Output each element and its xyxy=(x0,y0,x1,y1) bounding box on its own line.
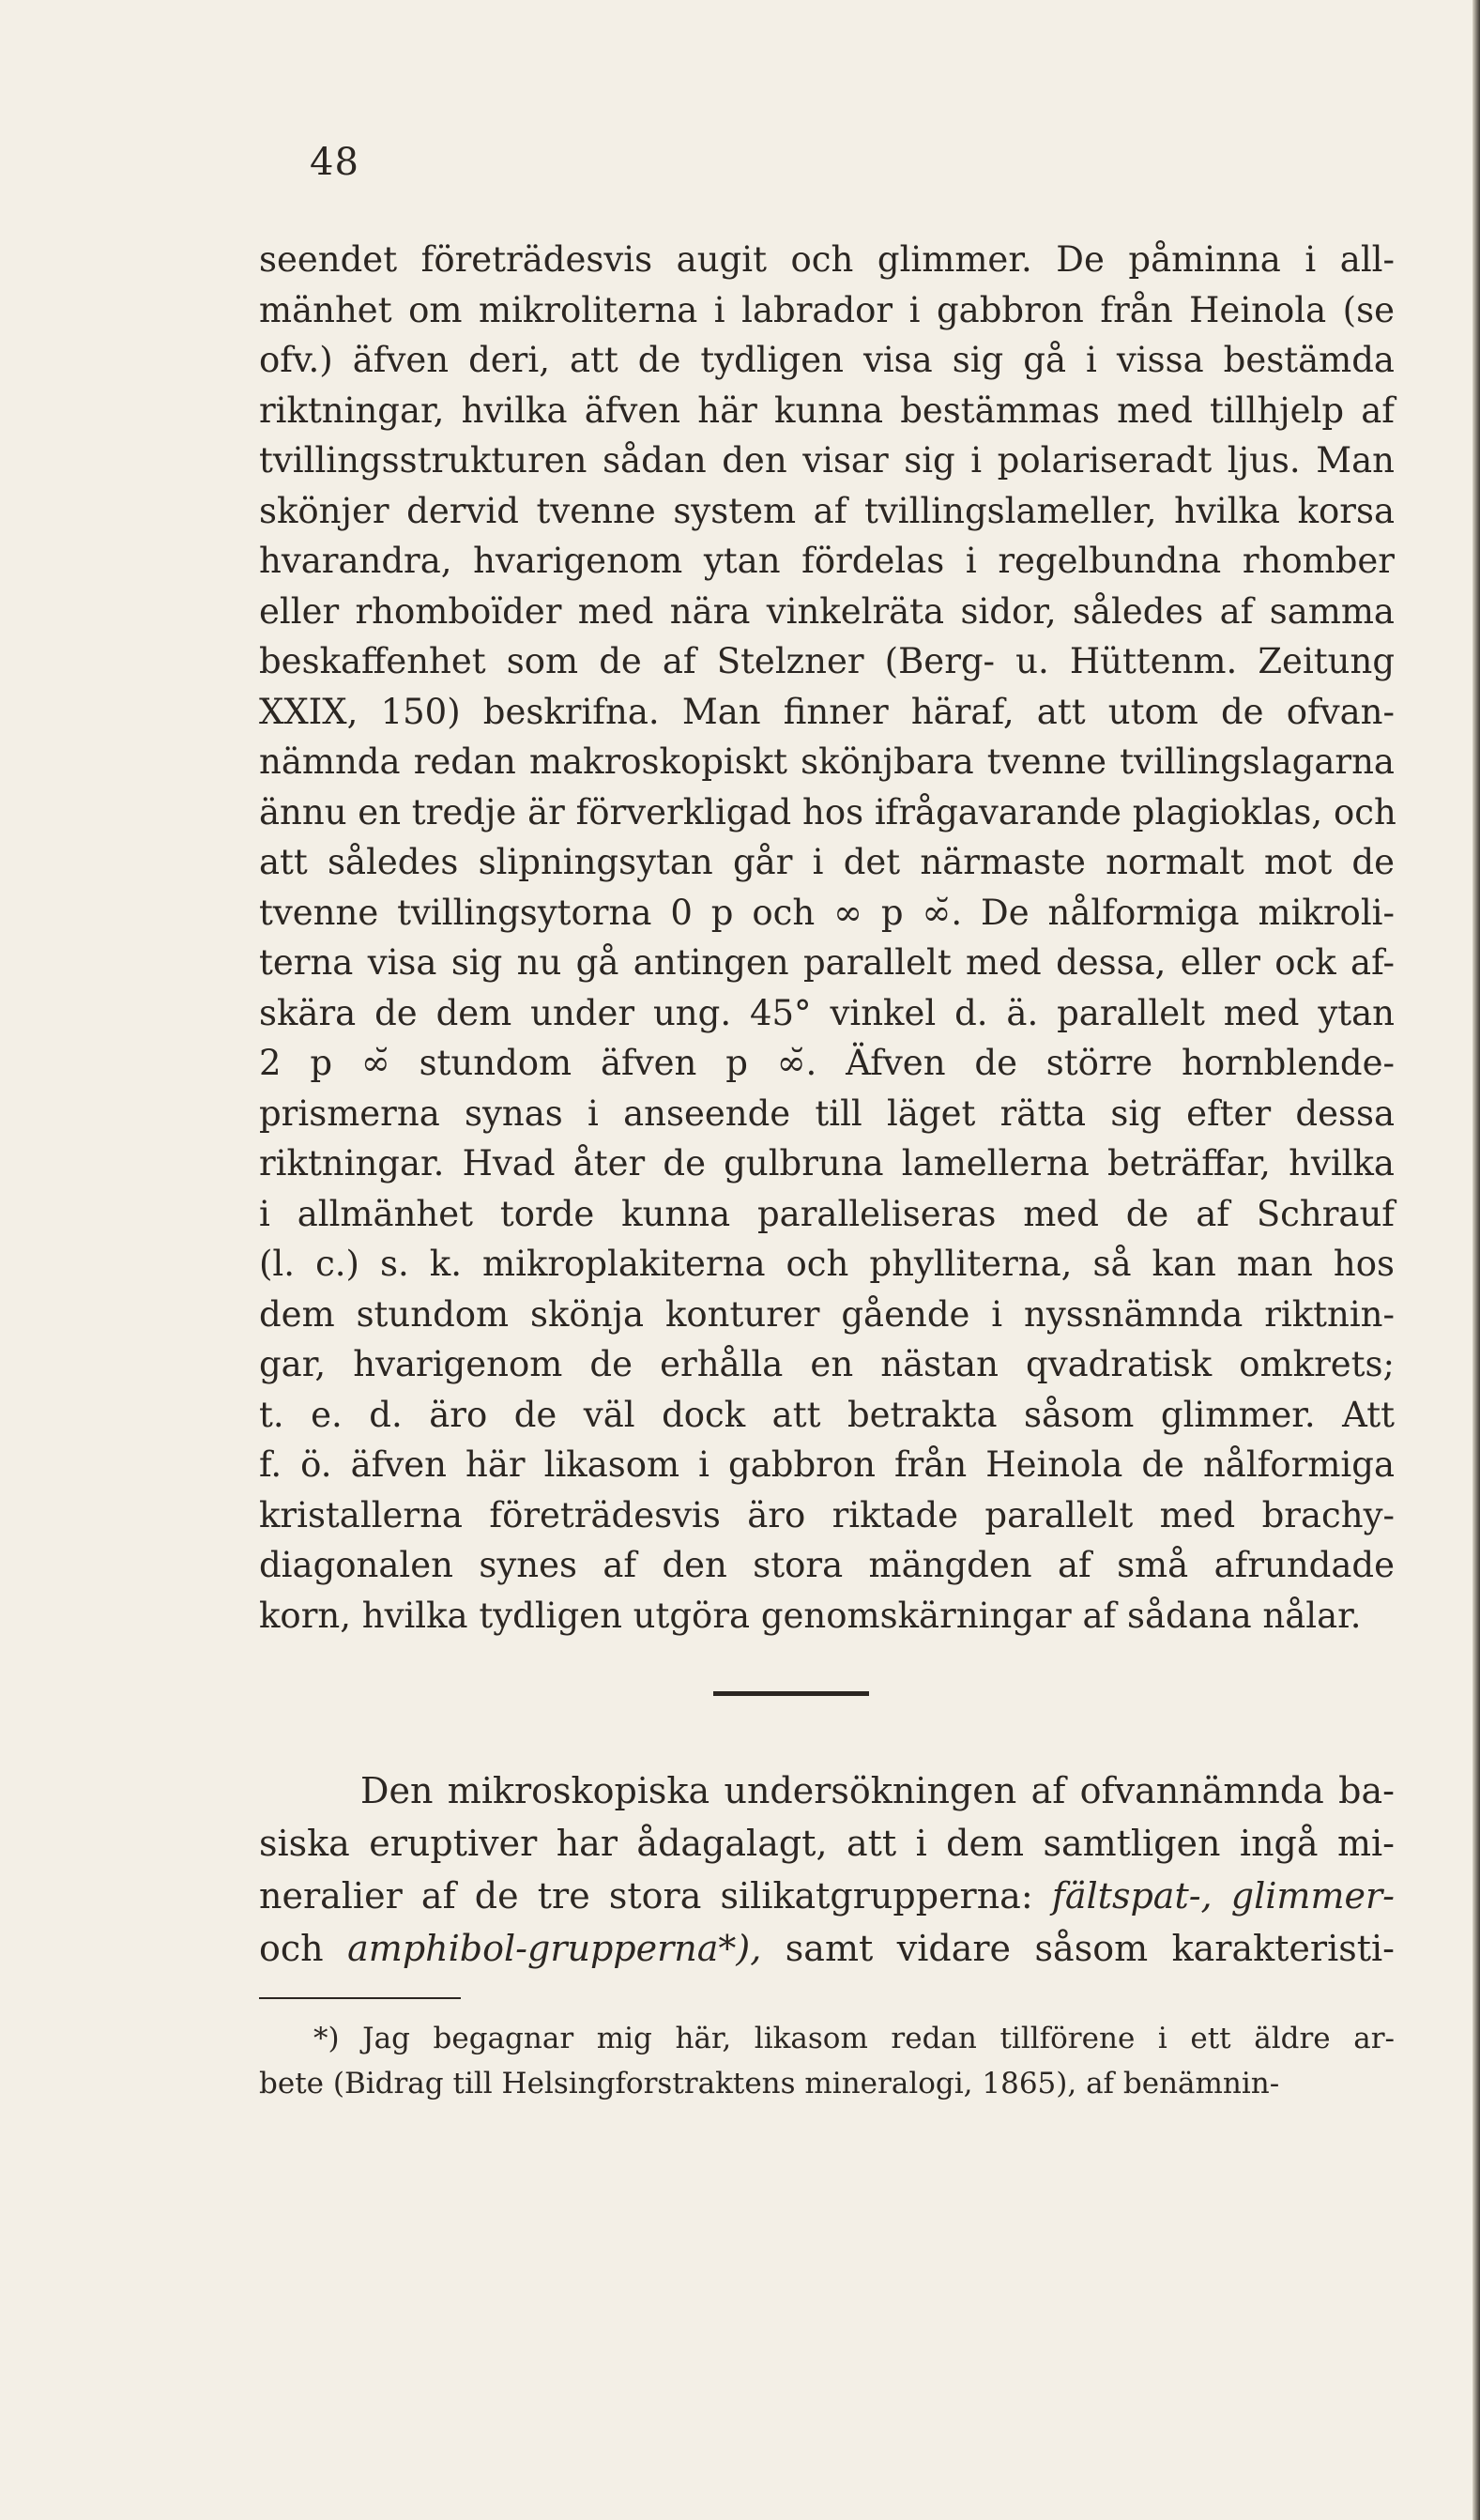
text-line: riktningar, hvilka äfven här kunna bestämmas med tillhjelp af xyxy=(259,389,1395,431)
text-line: skönjer dervid tvenne system af tvillingslameller, hvilka korsa xyxy=(259,490,1395,531)
italic-term: fältspat-, glimmer- xyxy=(1051,1875,1395,1917)
footnote-line: *) Jag begagnar mig här, likasom redan tillförene i ett äldre ar- xyxy=(313,2022,1395,2055)
main-paragraph xyxy=(259,235,1395,1641)
text-line: terna visa sig nu gå antingen parallelt med dessa, eller ock af- xyxy=(259,942,1395,983)
footnote xyxy=(259,2016,1395,2106)
text-line: mänhet om mikroliterna i labrador i gabbron från Heinola (se xyxy=(259,289,1395,330)
text-line: skära de dem under ung. 45° vinkel d. ä. parallelt med ytan xyxy=(259,992,1395,1033)
text-line: ofv.) äfven deri, att de tydligen visa sig gå i vissa bestämda xyxy=(259,340,1395,380)
second-paragraph xyxy=(259,1764,1395,1975)
text-line: att således slipningsytan går i det närmaste normalt mot de xyxy=(259,842,1395,882)
text-line: f. ö. äfven här likasom i gabbron från Heinola de nålformiga xyxy=(259,1444,1395,1485)
text-line: prismerna synas i anseende till läget rätta sig efter dessa xyxy=(259,1092,1395,1134)
text-line: siska eruptiver har ådagalagt, att i dem samtligen ingå mi- xyxy=(259,1823,1395,1864)
text-line: ännu en tredje är förverkligad hos ifrågavarande plagioklas, och xyxy=(259,791,1396,832)
text-line: hvarandra, hvarigenom ytan fördelas i regelbundna rhomber xyxy=(259,541,1395,581)
text-line xyxy=(259,1870,1395,1922)
text-segment: samt vidare såsom karakteristi- xyxy=(761,1928,1395,1969)
text-line: XXIX, 150) beskrifna. Man finner häraf, att utom de ofvan- xyxy=(259,691,1395,732)
text-line: 2 p ∞̆ stundom äfven p ∞̆. Äfven de större hornblende- xyxy=(259,1043,1395,1083)
footnote-divider xyxy=(259,1997,461,1999)
text-line: nämnda redan makroskopiskt skönjbara tvenne tvillingslagarna xyxy=(259,741,1395,782)
text-line: i allmänhet torde kunna paralleliseras med de af Schrauf xyxy=(259,1193,1395,1234)
text-segment: neralier af de tre stora silikatgrupperna: xyxy=(259,1875,1052,1917)
text-line: gar, hvarigenom de erhålla en nästan qvadratisk omkrets; xyxy=(259,1344,1395,1384)
text-line: beskaffenhet som de af Stelzner (Berg- u. Hüttenm. Zeitung xyxy=(259,641,1395,681)
text-line: t. e. d. äro de väl dock att betrakta såsom glimmer. Att xyxy=(259,1394,1395,1435)
text-line: eller rhomboïder med nära vinkelräta sidor, således af samma xyxy=(259,590,1395,632)
page-number: 48 xyxy=(310,141,359,184)
footnote-line: bete (Bidrag till Helsingforstraktens mineralogi, 1865), af benämnin- xyxy=(259,2067,1280,2100)
text-segment: och xyxy=(259,1928,348,1969)
text-line: diagonalen synes af den stora mängden af små afrundade xyxy=(259,1545,1395,1585)
italic-term: amphibol-grupperna*), xyxy=(347,1928,762,1969)
page-edge xyxy=(1472,0,1480,2520)
text-line: kristallerna företrädesvis äro riktade parallelt med brachy- xyxy=(259,1494,1395,1535)
text-line: seendet företrädesvis augit och glimmer. De påminna i all- xyxy=(259,239,1395,280)
text-line: dem stundom skönja konturer gående i nyssnämnda riktnin- xyxy=(259,1293,1395,1335)
section-divider xyxy=(713,1691,869,1696)
text-line: (l. c.) s. k. mikroplakiterna och phylliterna, så kan man hos xyxy=(259,1244,1395,1284)
text-line: Den mikroskopiska undersökningen af ofvannämnda ba- xyxy=(360,1770,1395,1811)
text-line: tvillingsstrukturen sådan den visar sig i polariseradt ljus. Man xyxy=(259,440,1395,481)
text-line: korn, hvilka tydligen utgöra genomskärningar af sådana nålar. xyxy=(259,1595,1362,1636)
text-line: tvenne tvillingsytorna 0 p och ∞ p ∞̆. De nålformiga mikroli- xyxy=(259,892,1395,933)
text-line: riktningar. Hvad åter de gulbruna lamellerna beträffar, hvilka xyxy=(259,1143,1395,1184)
text-line xyxy=(259,1922,1395,1975)
